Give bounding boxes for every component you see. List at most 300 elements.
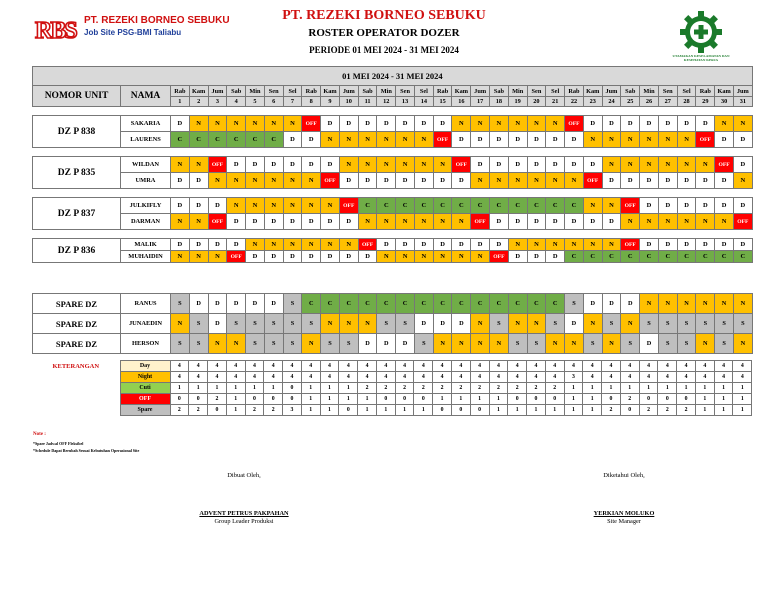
legend-count: 0 bbox=[527, 394, 546, 405]
legend-count: 4 bbox=[170, 372, 189, 383]
legend-count: 1 bbox=[714, 405, 733, 416]
legend-count: 3 bbox=[564, 372, 583, 383]
legend-count: 4 bbox=[677, 372, 696, 383]
shift-cell: N bbox=[358, 314, 377, 334]
shift-cell: N bbox=[377, 251, 396, 263]
legend-count: 0 bbox=[376, 394, 395, 405]
legend-count: 1 bbox=[489, 394, 508, 405]
shift-cell: D bbox=[602, 214, 621, 230]
legend-count: 0 bbox=[170, 394, 189, 405]
shift-cell: S bbox=[264, 314, 283, 334]
shift-cell: D bbox=[433, 116, 452, 132]
date-header: 25 bbox=[621, 97, 640, 107]
shift-cell: S bbox=[677, 334, 696, 354]
shift-cell: C bbox=[546, 294, 565, 314]
legend-count: 4 bbox=[489, 361, 508, 372]
legend-count: 1 bbox=[564, 405, 583, 416]
shift-cell: N bbox=[171, 251, 190, 263]
shift-cell: D bbox=[471, 132, 490, 148]
date-header: 12 bbox=[377, 97, 396, 107]
shift-cell: N bbox=[583, 198, 602, 214]
legend-count: 1 bbox=[620, 383, 639, 394]
legend-count: 2 bbox=[677, 405, 696, 416]
shift-cell: N bbox=[321, 132, 340, 148]
legend-count: 1 bbox=[733, 405, 752, 416]
shift-cell: OFF bbox=[452, 157, 471, 173]
legend-count: 2 bbox=[433, 383, 452, 394]
day-name-header: Rab bbox=[302, 86, 321, 97]
shift-cell: N bbox=[602, 198, 621, 214]
shift-cell: D bbox=[508, 251, 527, 263]
shift-cell: N bbox=[621, 132, 640, 148]
legend-count: 4 bbox=[226, 372, 245, 383]
date-header: 13 bbox=[396, 97, 415, 107]
shift-cell: N bbox=[527, 239, 546, 251]
legend-count: 4 bbox=[508, 361, 527, 372]
shift-cell: OFF bbox=[302, 116, 321, 132]
shift-cell: N bbox=[490, 334, 509, 354]
legend-count: 4 bbox=[358, 361, 377, 372]
shift-cell: S bbox=[189, 314, 208, 334]
shift-cell: N bbox=[433, 157, 452, 173]
shift-cell: D bbox=[583, 294, 602, 314]
shift-cell: N bbox=[733, 334, 752, 354]
shift-cell: N bbox=[546, 173, 565, 189]
page-title: PT. REZEKI BORNEO SEBUKU bbox=[282, 8, 486, 23]
legend-count: 1 bbox=[226, 394, 245, 405]
legend-count: 0 bbox=[208, 405, 227, 416]
legend-count: 1 bbox=[358, 405, 377, 416]
shift-cell: D bbox=[452, 173, 471, 189]
shift-cell: N bbox=[452, 214, 471, 230]
period-label: PERIODE 01 MEI 2024 - 31 MEI 2024 bbox=[309, 45, 459, 55]
shift-cell: N bbox=[264, 173, 283, 189]
shift-cell: D bbox=[358, 334, 377, 354]
legend-count: 4 bbox=[620, 361, 639, 372]
shift-cell: N bbox=[339, 157, 358, 173]
shift-cell: C bbox=[414, 198, 433, 214]
shift-cell: N bbox=[715, 214, 734, 230]
shift-cell: D bbox=[715, 239, 734, 251]
legend-count: 1 bbox=[695, 394, 714, 405]
shift-cell: D bbox=[696, 116, 715, 132]
shift-cell: N bbox=[490, 173, 509, 189]
shift-cell: N bbox=[358, 132, 377, 148]
shift-cell: D bbox=[377, 334, 396, 354]
shift-cell: C bbox=[227, 132, 246, 148]
unit-label: DZ P 838 bbox=[33, 116, 121, 148]
legend-table bbox=[32, 360, 752, 416]
legend-count: 4 bbox=[301, 361, 320, 372]
shift-cell: N bbox=[583, 314, 602, 334]
shift-cell: N bbox=[715, 294, 734, 314]
shift-cell: D bbox=[264, 294, 283, 314]
shift-cell: C bbox=[565, 198, 584, 214]
legend-count: 1 bbox=[301, 394, 320, 405]
shift-cell: C bbox=[433, 198, 452, 214]
shift-cell: D bbox=[527, 132, 546, 148]
shift-cell: N bbox=[677, 157, 696, 173]
shift-cell: D bbox=[321, 251, 340, 263]
shift-cell: N bbox=[733, 173, 752, 189]
day-name-header: Jum bbox=[339, 86, 358, 97]
shift-cell: D bbox=[715, 132, 734, 148]
shift-cell: D bbox=[565, 314, 584, 334]
legend-count: 4 bbox=[639, 361, 658, 372]
shift-cell: N bbox=[508, 173, 527, 189]
shift-cell: D bbox=[602, 116, 621, 132]
shift-cell: N bbox=[377, 214, 396, 230]
operator-name: MALIK bbox=[121, 239, 171, 251]
legend-count: 2 bbox=[170, 405, 189, 416]
shift-cell: S bbox=[171, 294, 190, 314]
shift-cell: N bbox=[452, 116, 471, 132]
legend-count: 4 bbox=[602, 361, 621, 372]
shift-cell: N bbox=[171, 314, 190, 334]
shift-cell: D bbox=[640, 173, 659, 189]
shift-cell: D bbox=[414, 116, 433, 132]
shift-cell: C bbox=[471, 294, 490, 314]
date-header: 21 bbox=[546, 97, 565, 107]
day-name-header: Kam bbox=[321, 86, 340, 97]
legend-count: 4 bbox=[527, 372, 546, 383]
shift-cell: C bbox=[377, 198, 396, 214]
shift-cell: N bbox=[471, 173, 490, 189]
legend-count: 0 bbox=[508, 394, 527, 405]
date-header: 31 bbox=[733, 97, 752, 107]
shift-cell: C bbox=[640, 251, 659, 263]
shift-cell: C bbox=[321, 294, 340, 314]
legend-count: 4 bbox=[339, 361, 358, 372]
legend-count: 4 bbox=[508, 372, 527, 383]
operator-name: DARMAN bbox=[121, 214, 171, 230]
legend-count: 1 bbox=[470, 394, 489, 405]
day-name-header: Sab bbox=[621, 86, 640, 97]
shift-cell: N bbox=[396, 132, 415, 148]
shift-cell: N bbox=[565, 173, 584, 189]
legend-count: 1 bbox=[527, 405, 546, 416]
legend-count: 1 bbox=[733, 394, 752, 405]
shift-cell: S bbox=[527, 334, 546, 354]
legend-count: 1 bbox=[170, 383, 189, 394]
operator-name: LAURENS bbox=[121, 132, 171, 148]
legend-count: 3 bbox=[283, 405, 302, 416]
shift-cell: N bbox=[490, 116, 509, 132]
shift-cell: D bbox=[396, 173, 415, 189]
legend-count: 2 bbox=[395, 383, 414, 394]
shift-cell: N bbox=[602, 132, 621, 148]
spare-unit-label: SPARE DZ bbox=[33, 314, 121, 334]
shift-cell: D bbox=[677, 239, 696, 251]
shift-cell: OFF bbox=[621, 198, 640, 214]
shift-cell: C bbox=[677, 251, 696, 263]
shift-cell: OFF bbox=[358, 239, 377, 251]
shift-cell: N bbox=[208, 334, 227, 354]
legend-count: 4 bbox=[264, 372, 283, 383]
date-header: 18 bbox=[490, 97, 509, 107]
shift-cell: N bbox=[452, 251, 471, 263]
shift-cell: C bbox=[733, 251, 752, 263]
shift-cell: N bbox=[433, 214, 452, 230]
legend-count: 1 bbox=[320, 383, 339, 394]
shift-cell: N bbox=[583, 239, 602, 251]
date-header: 20 bbox=[527, 97, 546, 107]
shift-cell: D bbox=[227, 239, 246, 251]
shift-cell: S bbox=[696, 314, 715, 334]
shift-cell: C bbox=[696, 251, 715, 263]
shift-cell: N bbox=[208, 251, 227, 263]
spare-operator-name: JUNAEDIN bbox=[121, 314, 171, 334]
legend-count: 1 bbox=[489, 405, 508, 416]
shift-cell: D bbox=[640, 239, 659, 251]
date-header: 4 bbox=[227, 97, 246, 107]
shift-cell: C bbox=[621, 251, 640, 263]
shift-cell: N bbox=[246, 173, 265, 189]
shift-cell: D bbox=[339, 116, 358, 132]
legend-count: 0 bbox=[189, 394, 208, 405]
shift-cell: OFF bbox=[490, 251, 509, 263]
shift-cell: N bbox=[602, 157, 621, 173]
period-bar: 01 MEI 2024 - 31 MEI 2024 bbox=[33, 67, 753, 86]
roster-table bbox=[32, 66, 753, 263]
legend-count: 2 bbox=[489, 383, 508, 394]
shift-cell: N bbox=[264, 239, 283, 251]
note-line: *Spare Jadwal OFF Fleksibel bbox=[33, 441, 84, 446]
day-name-header: Kam bbox=[715, 86, 734, 97]
legend-count: 1 bbox=[583, 394, 602, 405]
operator-name: MUHAIDIN bbox=[121, 251, 171, 263]
legend-count: 2 bbox=[620, 394, 639, 405]
shift-cell: D bbox=[171, 198, 190, 214]
legend-count: 1 bbox=[358, 394, 377, 405]
shift-cell: N bbox=[658, 157, 677, 173]
shift-cell: D bbox=[208, 294, 227, 314]
legend-count: 1 bbox=[433, 394, 452, 405]
date-header: 1 bbox=[171, 97, 190, 107]
date-header: 9 bbox=[321, 97, 340, 107]
shift-cell: N bbox=[546, 334, 565, 354]
shift-cell: N bbox=[471, 251, 490, 263]
shift-cell: D bbox=[283, 214, 302, 230]
shift-cell: D bbox=[302, 132, 321, 148]
shift-cell: S bbox=[377, 314, 396, 334]
date-header: 23 bbox=[583, 97, 602, 107]
shift-cell: N bbox=[677, 214, 696, 230]
legend-count: 1 bbox=[451, 394, 470, 405]
legend-count: 4 bbox=[733, 361, 752, 372]
shift-cell: N bbox=[339, 239, 358, 251]
day-name-header: Rab bbox=[171, 86, 190, 97]
legend-count: 4 bbox=[376, 361, 395, 372]
legend-count: 1 bbox=[208, 383, 227, 394]
shift-cell: S bbox=[283, 334, 302, 354]
acknowledged-by-caption: Diketahui Oleh, bbox=[603, 472, 645, 479]
shift-cell: D bbox=[565, 214, 584, 230]
shift-cell: OFF bbox=[715, 157, 734, 173]
acknowledged-by-role: Site Manager bbox=[607, 518, 641, 525]
legend-count: 4 bbox=[470, 361, 489, 372]
shift-cell: D bbox=[321, 157, 340, 173]
shift-cell: N bbox=[696, 157, 715, 173]
shift-cell: OFF bbox=[621, 239, 640, 251]
shift-cell: D bbox=[283, 251, 302, 263]
date-header: 7 bbox=[283, 97, 302, 107]
shift-cell: OFF bbox=[433, 132, 452, 148]
legend-count: 2 bbox=[245, 405, 264, 416]
shift-cell: C bbox=[433, 294, 452, 314]
shift-cell: N bbox=[433, 251, 452, 263]
shift-cell: D bbox=[733, 157, 752, 173]
shift-cell: N bbox=[508, 239, 527, 251]
unit-label: DZ P 836 bbox=[33, 239, 121, 263]
date-header: 8 bbox=[302, 97, 321, 107]
shift-cell: N bbox=[246, 198, 265, 214]
legend-label: Day bbox=[120, 361, 170, 372]
shift-cell: C bbox=[471, 198, 490, 214]
legend-count: 4 bbox=[620, 372, 639, 383]
legend-count: 4 bbox=[189, 361, 208, 372]
legend-count: 0 bbox=[451, 405, 470, 416]
shift-cell: N bbox=[677, 132, 696, 148]
shift-cell: D bbox=[246, 214, 265, 230]
shift-cell: C bbox=[527, 294, 546, 314]
shift-cell: S bbox=[490, 314, 509, 334]
legend-count: 4 bbox=[226, 361, 245, 372]
legend-count: 2 bbox=[376, 383, 395, 394]
legend-count: 4 bbox=[658, 372, 677, 383]
legend-count: 4 bbox=[395, 361, 414, 372]
job-site: Job Site PSG-BMI Taliabu bbox=[84, 28, 182, 37]
shift-cell: C bbox=[246, 132, 265, 148]
legend-count: 1 bbox=[320, 394, 339, 405]
shift-cell: S bbox=[565, 294, 584, 314]
shift-cell: C bbox=[715, 251, 734, 263]
shift-cell: D bbox=[433, 314, 452, 334]
shift-cell: D bbox=[358, 116, 377, 132]
shift-cell: OFF bbox=[471, 214, 490, 230]
shift-cell: D bbox=[264, 251, 283, 263]
shift-cell: N bbox=[396, 251, 415, 263]
legend-title: KETERANGAN bbox=[52, 362, 100, 370]
shift-cell: N bbox=[508, 116, 527, 132]
legend-count: 1 bbox=[376, 405, 395, 416]
shift-cell: N bbox=[321, 314, 340, 334]
shift-cell: D bbox=[583, 214, 602, 230]
legend-count: 1 bbox=[545, 405, 564, 416]
shift-cell: N bbox=[471, 116, 490, 132]
shift-cell: C bbox=[490, 198, 509, 214]
legend-count: 4 bbox=[320, 372, 339, 383]
operator-name: WILDAN bbox=[121, 157, 171, 173]
shift-cell: N bbox=[302, 239, 321, 251]
shift-cell: N bbox=[414, 132, 433, 148]
shift-cell: D bbox=[640, 334, 659, 354]
shift-cell: C bbox=[339, 294, 358, 314]
shift-cell: N bbox=[227, 173, 246, 189]
shift-cell: D bbox=[377, 173, 396, 189]
shift-cell: OFF bbox=[339, 198, 358, 214]
legend-count: 0 bbox=[545, 394, 564, 405]
shift-cell: D bbox=[264, 157, 283, 173]
shift-cell: N bbox=[246, 239, 265, 251]
svg-text:RBS: RBS bbox=[35, 18, 76, 44]
day-name-header: Min bbox=[640, 86, 659, 97]
shift-cell: N bbox=[358, 157, 377, 173]
shift-cell: N bbox=[189, 251, 208, 263]
shift-cell: D bbox=[264, 214, 283, 230]
shift-cell: D bbox=[189, 173, 208, 189]
shift-cell: OFF bbox=[565, 116, 584, 132]
day-name-header: Kam bbox=[452, 86, 471, 97]
shift-cell: D bbox=[583, 157, 602, 173]
shift-cell: S bbox=[339, 334, 358, 354]
shift-cell: N bbox=[283, 198, 302, 214]
date-header: 22 bbox=[565, 97, 584, 107]
shift-cell: N bbox=[471, 334, 490, 354]
date-header: 30 bbox=[715, 97, 734, 107]
shift-cell: D bbox=[696, 198, 715, 214]
legend-count: 1 bbox=[677, 383, 696, 394]
page-subtitle: ROSTER OPERATOR DOZER bbox=[308, 27, 460, 39]
shift-cell: N bbox=[640, 132, 659, 148]
legend-count: 4 bbox=[414, 361, 433, 372]
shift-cell: C bbox=[602, 251, 621, 263]
shift-cell: N bbox=[696, 214, 715, 230]
shift-cell: N bbox=[171, 214, 190, 230]
shift-cell: N bbox=[227, 198, 246, 214]
date-header: 29 bbox=[696, 97, 715, 107]
shift-cell: N bbox=[658, 294, 677, 314]
shift-cell: S bbox=[189, 334, 208, 354]
shift-cell: N bbox=[339, 314, 358, 334]
shift-cell: N bbox=[414, 157, 433, 173]
shift-cell: N bbox=[546, 239, 565, 251]
shift-cell: N bbox=[321, 239, 340, 251]
shift-cell: C bbox=[508, 198, 527, 214]
legend-count: 2 bbox=[508, 383, 527, 394]
operator-name: SAKARIA bbox=[121, 116, 171, 132]
shift-cell: D bbox=[339, 251, 358, 263]
shift-cell: D bbox=[602, 294, 621, 314]
date-header: 17 bbox=[471, 97, 490, 107]
shift-cell: C bbox=[658, 251, 677, 263]
shift-cell: N bbox=[621, 314, 640, 334]
shift-cell: N bbox=[565, 334, 584, 354]
shift-cell: N bbox=[414, 214, 433, 230]
shift-cell: N bbox=[527, 173, 546, 189]
legend-label: Spare bbox=[120, 405, 170, 416]
legend-count: 0 bbox=[339, 405, 358, 416]
shift-cell: N bbox=[471, 314, 490, 334]
shift-cell: C bbox=[583, 251, 602, 263]
legend-label: Night bbox=[120, 372, 170, 383]
legend-count: 1 bbox=[564, 383, 583, 394]
shift-cell: C bbox=[358, 198, 377, 214]
shift-cell: OFF bbox=[696, 132, 715, 148]
legend-count: 4 bbox=[376, 372, 395, 383]
day-name-header: Sel bbox=[414, 86, 433, 97]
legend-count: 2 bbox=[658, 405, 677, 416]
shift-cell: N bbox=[677, 294, 696, 314]
shift-cell: S bbox=[302, 314, 321, 334]
shift-cell: D bbox=[433, 239, 452, 251]
shift-cell: S bbox=[658, 334, 677, 354]
shift-cell: D bbox=[171, 116, 190, 132]
shift-cell: N bbox=[208, 116, 227, 132]
shift-cell: N bbox=[377, 157, 396, 173]
shift-cell: D bbox=[358, 251, 377, 263]
date-header: 26 bbox=[640, 97, 659, 107]
